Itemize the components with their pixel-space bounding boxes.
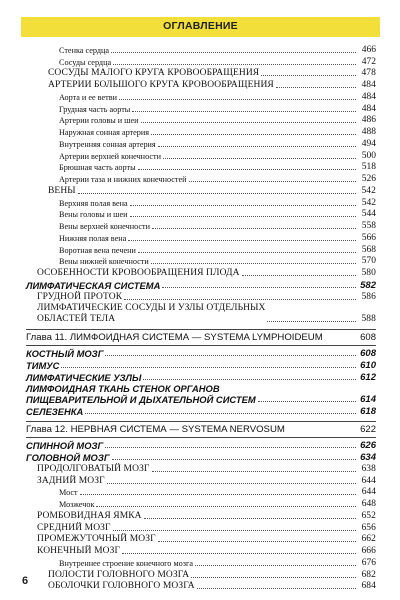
toc-entry [26,463,376,475]
toc-entry-title: Артерии головы и шеи [59,116,139,126]
toc-entry-page: 558 [361,221,376,231]
toc-entry-title: ЗАДНИЙ МОЗГ [37,475,105,486]
toc-entry [26,115,376,127]
toc-entry [26,91,376,103]
dot-leader [128,240,356,241]
toc-entry-title [26,383,256,405]
toc-entry [26,451,376,463]
toc-entry-page: 466 [361,44,376,55]
toc-entry-page: 472 [361,56,376,67]
toc-entry-title: КОСТНЫЙ МОЗГ [26,348,104,360]
dot-leader [138,169,356,170]
toc-entry-title: Стенка сердца [59,45,110,55]
toc-entry [26,150,376,162]
chapter-heading [26,422,376,437]
toc-entry [26,220,376,232]
toc-entry-page: 542 [361,197,376,208]
toc-entry-page: 612 [360,371,376,383]
toc-entry-page: 486 [361,115,376,126]
toc-entry-title: КОНЕЧНЫЙ МОЗГ [37,546,121,556]
toc-entry-page: 666 [361,546,376,556]
dot-leader [158,541,356,542]
chapter-heading [26,330,376,345]
dot-leader [191,577,356,578]
toc-entry-title-line2: ОБЛАСТЕЙ ТЕЛА [37,313,116,324]
dot-leader [124,299,356,300]
dot-leader [119,99,356,100]
toc-entry [26,138,376,150]
toc-entry [26,348,376,360]
toc-entry-page: 588 [361,313,376,324]
dot-leader [111,52,356,53]
toc-entry-title: Верхняя полая вена [59,198,128,208]
toc-entry-page: 608 [360,348,376,360]
dot-leader [105,355,356,356]
toc-entry [26,383,376,405]
toc-entry-title: СОСУДЫ МАЛОГО КРУГА КРОВООБРАЩЕНИЯ [48,68,260,79]
toc-entry-title: ОСОБЕННОСТИ КРОВООБРАЩЕНИЯ ПЛОДА [37,268,240,278]
toc-entry-page: 484 [361,80,376,90]
toc-entry-title: Брюшная часть аорты [59,163,136,173]
toc-entry-page: 626 [360,440,376,452]
table-of-contents [26,44,376,592]
toc-entry-title: Внутренняя сонная артерия [59,139,156,149]
dot-leader [144,518,356,519]
dot-leader [152,471,356,472]
toc-entry-page: 682 [361,569,376,580]
toc-entry-page: 684 [361,581,376,592]
toc-entry [26,197,376,209]
dot-leader [138,252,356,253]
section-header-title: ОГЛАВЛЕНИЕ [163,20,238,32]
dot-leader [197,588,356,589]
toc-entry [26,68,376,80]
dot-leader [112,459,356,460]
toc-entry-title: ТИМУС [26,360,60,371]
dot-leader [132,111,356,112]
toc-entry-page: 568 [361,244,376,255]
toc-entry [26,545,376,557]
toc-entry-page: 488 [361,127,376,137]
toc-entry-title: Грудная часть аорты [59,104,131,114]
toc-entry [26,581,376,593]
dot-leader [113,530,356,531]
toc-entry-page: 484 [361,103,376,114]
dot-leader [276,87,356,88]
toc-entry [26,291,376,303]
toc-entry [26,522,376,534]
toc-entry-title: Вены нижней конечности [59,257,149,267]
toc-entry-title-line1: ЛИМФОИДНАЯ ТКАНЬ СТЕНОК ОРГАНОВ [26,382,220,394]
dot-leader [242,275,356,276]
toc-entry-page: 500 [361,150,376,161]
toc-entry [26,103,376,115]
dot-leader [267,321,356,322]
toc-entry [26,359,376,371]
dot-leader [113,64,356,65]
toc-entry-title: ВЕНЫ [48,185,76,196]
toc-entry-title: Артерии верхней конечности [59,151,161,161]
chapter-page: 622 [360,423,376,435]
toc-entry-title: Вены головы и шеи [59,210,128,220]
toc-entry-page: 638 [361,463,376,474]
toc-entry [26,498,376,510]
dot-leader [163,158,356,159]
dot-leader [78,193,356,194]
dot-leader [141,122,357,123]
toc-entry [26,475,376,487]
toc-entry [26,232,376,244]
toc-entry-page: 614 [360,393,376,405]
toc-entry-title: Мост [59,488,78,498]
dot-leader [261,75,356,76]
chapter-title: Глава 12. НЕРВНАЯ СИСТЕМА — SYSTEMA NERVOSUM [26,423,285,435]
toc-entry-title: РОМБОВИДНАЯ ЯМКА [37,510,142,521]
dot-leader [151,134,356,135]
toc-entry-title-line2: ПИЩЕВАРИТЕЛЬНОЙ И ДЫХАТЕЛЬНОЙ СИСТЕМ [26,393,256,405]
dot-leader [122,553,356,554]
toc-entry-title: ПРОМЕЖУТОЧНЫЙ МОЗГ [37,534,156,545]
toc-entry [26,256,376,268]
toc-entry-title: ПРОДОЛГОВАТЫЙ МОЗГ [37,463,150,474]
dot-leader [61,367,356,368]
toc-entry-title: Внутреннее строение конечного мозга [59,558,193,568]
dot-leader [152,228,356,229]
dot-leader [258,401,356,402]
dot-leader [107,483,356,484]
toc-entry-title: ПОЛОСТИ ГОЛОВНОГО МОЗГА [48,569,190,580]
toc-entry-title: ОБОЛОЧКИ ГОЛОВНОГО МОЗГА [48,581,195,592]
toc-entry-title [37,303,265,325]
toc-entry [26,440,376,452]
toc-entry-page: 580 [361,268,376,278]
toc-entry [26,267,376,279]
toc-entry-page: 518 [361,162,376,173]
toc-entry-title-line1: ЛИМФАТИЧЕСКИЕ СОСУДЫ И УЗЛЫ ОТДЕЛЬНЫХ [37,302,266,313]
toc-entry-page: 544 [361,209,376,220]
toc-entry-title: ЛИМФАТИЧЕСКАЯ СИСТЕМА [26,279,161,291]
dot-leader [105,447,356,448]
dot-leader [162,287,356,288]
toc-entry-title: АРТЕРИИ БОЛЬШОГО КРУГА КРОВООБРАЩЕНИЯ [48,80,274,90]
toc-entry-page: 618 [360,405,376,417]
dot-leader [151,263,356,264]
toc-entry [26,557,376,569]
toc-entry [26,371,376,383]
toc-entry-title: СРЕДНИЙ МОЗГ [37,522,111,533]
dot-leader [130,205,356,206]
section-divider [26,437,376,438]
toc-entry [26,56,376,68]
toc-entry [26,510,376,522]
toc-entry-page: 570 [361,256,376,267]
toc-entry [26,173,376,185]
toc-entry-page: 586 [361,291,376,302]
toc-entry-page: 494 [361,138,376,149]
section-divider [26,345,376,346]
dot-leader [143,379,356,380]
toc-entry-title: ГОЛОВНОЙ МОЗГ [26,452,110,463]
toc-entry-page: 662 [361,534,376,545]
toc-entry [26,534,376,546]
toc-entry-title: Артерии таза и нижних конечностей [59,175,187,184]
toc-entry-title: ГРУДНОЙ ПРОТОК [37,291,123,302]
toc-entry-title: Наружная сонная артерия [59,128,150,137]
toc-entry-page: 526 [361,174,376,184]
dot-leader [130,216,356,217]
dot-leader [158,146,356,147]
toc-entry-title: Мозжечок [59,500,95,509]
toc-entry [26,405,376,417]
dot-leader [189,181,357,182]
toc-entry-page: 676 [361,557,376,568]
toc-entry-title: Вены верхней конечности [59,222,150,231]
toc-entry-title: Сосуды сердца [59,57,112,67]
toc-entry [26,569,376,581]
toc-entry [26,487,376,499]
toc-entry-page: 648 [361,499,376,509]
toc-entry-page: 582 [360,279,376,291]
toc-entry-page: 656 [361,522,376,533]
toc-entry [26,162,376,174]
dot-leader [195,565,356,566]
toc-entry-page: 566 [361,232,376,243]
toc-entry-title: СПИННОЙ МОЗГ [26,440,104,452]
chapter-page: 608 [360,331,376,343]
toc-entry-title: ЛИМФАТИЧЕСКИЕ УЗЛЫ [26,371,142,383]
toc-entry [26,303,376,325]
toc-entry-page: 542 [361,185,376,196]
section-header-bar [21,17,380,37]
toc-entry-page: 644 [361,487,376,498]
dot-leader [80,494,356,495]
toc-entry-page: 610 [360,360,376,371]
toc-entry-title: СЕЛЕЗЕНКА [26,405,84,417]
toc-entry [26,244,376,256]
toc-entry-title: Аорта и ее ветви [59,92,117,102]
toc-entry [26,44,376,56]
toc-entry-page: 652 [361,510,376,521]
toc-entry [26,209,376,221]
toc-entry [26,185,376,197]
page-number: 6 [22,575,29,587]
toc-entry-page: 644 [361,475,376,486]
toc-entry [26,279,376,291]
toc-entry-page: 634 [360,452,376,463]
toc-entry [26,79,376,91]
toc-entry-title: Нижняя полая вена [59,233,127,243]
dot-leader [85,413,356,414]
toc-entry-title: Воротная вена печени [59,245,136,255]
dot-leader [96,506,356,507]
toc-entry-page: 478 [361,68,376,79]
toc-entry-page: 484 [361,91,376,102]
toc-entry [26,126,376,138]
chapter-title: Глава 11. ЛИМФОИДНАЯ СИСТЕМА — SYSTEMA LYMPHOIDEUM [26,331,323,343]
